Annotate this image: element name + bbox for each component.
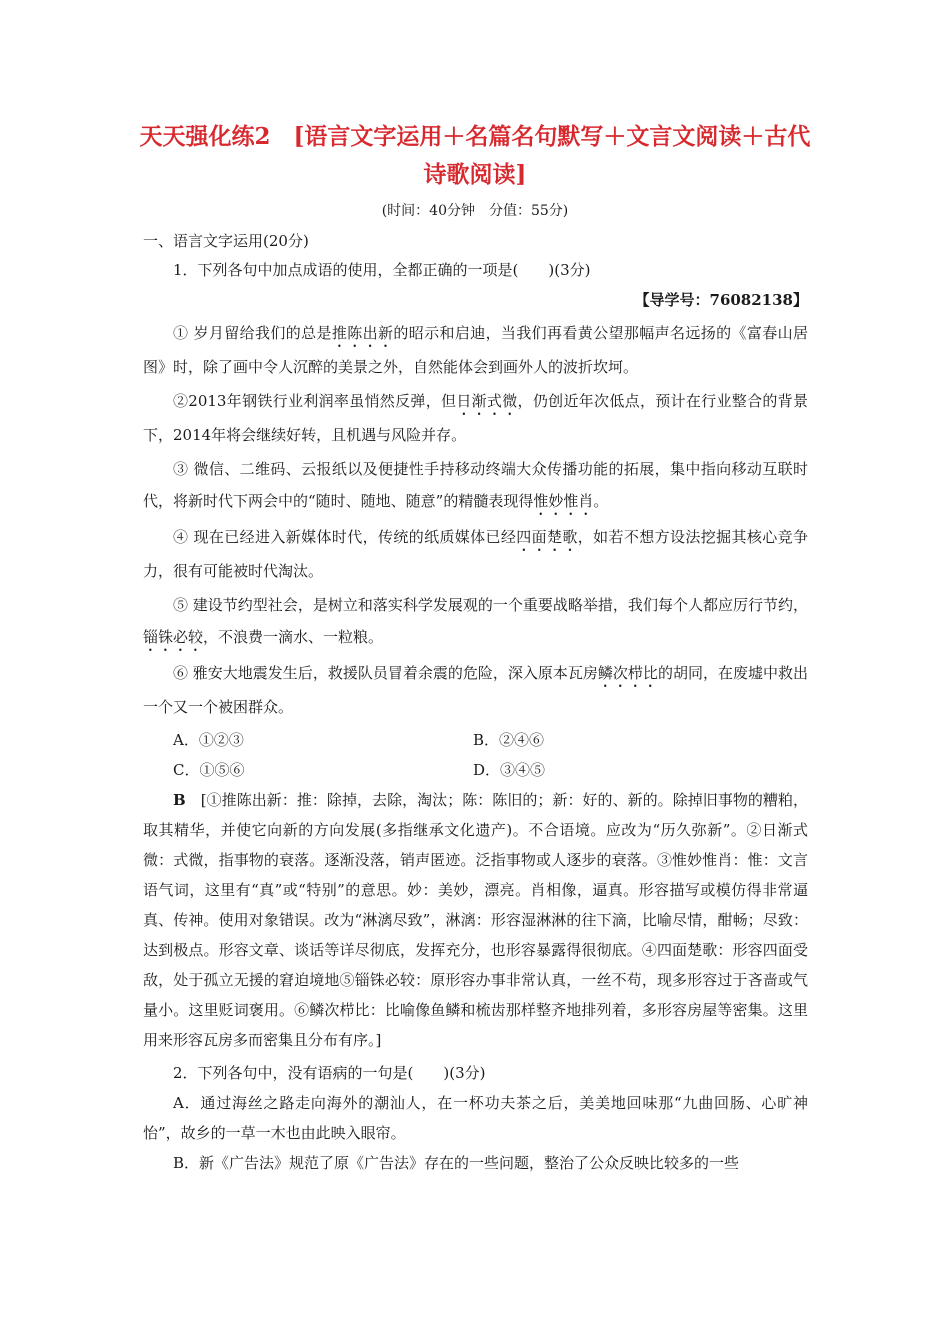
sentence-text: ① 岁月留给我们的总是 bbox=[173, 324, 332, 342]
title-line-1: 天天强化练2 [语言文字运用＋名篇名句默写＋文言文阅读＋古代 bbox=[139, 123, 811, 150]
sentence-4 bbox=[143, 521, 808, 587]
emphasized-idiom: 鳞次栉比 bbox=[597, 664, 658, 682]
sentence-text: ⑤ 建设节约型社会，是树立和落实科学发展观的一个重要战略举措，我们每个人都应厉行节约， bbox=[173, 596, 808, 614]
sentence-text: ，仍创近年次低点，预计在行业整合的背景下，2014年将会继续好转，且机遇与风险并存。 bbox=[143, 392, 808, 444]
question-2-option-a: A．通过海丝之路走向海外的潮汕人，在一杯功夫茶之后，美美地回味那“九曲回肠、心旷神怡”，故乡的一草一木也由此映入眼帘。 bbox=[143, 1094, 808, 1142]
time-score-info: (时间：40分钟 分值：55分) bbox=[381, 203, 569, 219]
sentence-text: ，不浪费一滴水、一粒粮。 bbox=[203, 628, 384, 646]
sentence-text: 的昭示和启迪，当我们再看黄公望那幅声名远扬的《富春山居图》时，除了画中令人沉醉的美景之外，自然能体会到画外人的波折坎坷。 bbox=[143, 324, 808, 376]
sentence-text: ，如若不想方设法挖掘其核心竞争力，很有可能被时代淘汰。 bbox=[143, 528, 808, 580]
sentence-text: ⑥ 雅安大地震发生后，救援队员冒着余震的危险，深入原本瓦房 bbox=[173, 664, 598, 682]
option-b: B．②④⑥ bbox=[473, 731, 545, 749]
emphasized-idiom: 日渐式微 bbox=[456, 392, 518, 410]
sentence-text: 的胡同，在废墟中救出一个又一个被困群众。 bbox=[143, 664, 808, 716]
option-c: C．①⑤⑥ bbox=[173, 761, 245, 779]
question-2-stem: 2．下列各句中，没有语病的一句是( )(3分) bbox=[173, 1064, 486, 1082]
sentence-2 bbox=[143, 385, 808, 451]
option-d: D．③④⑤ bbox=[473, 761, 546, 779]
sentence-6 bbox=[143, 657, 808, 723]
options-row bbox=[143, 725, 808, 755]
sentence-3 bbox=[143, 453, 808, 519]
answer-letter: B bbox=[173, 791, 186, 809]
title-line-2: 诗歌阅读] bbox=[423, 161, 527, 188]
sentence-text: 。 bbox=[593, 492, 609, 510]
emphasized-idiom: 四面楚歌 bbox=[516, 528, 578, 546]
page-title bbox=[120, 118, 830, 194]
sentence-text: ③ 微信、二维码、云报纸以及便捷性手持移动终端大众传播功能的拓展，集中指向移动互联时代，将新时代下两会中的“随时、随地、随意”的精髓表现得 bbox=[143, 460, 808, 510]
sentence-1 bbox=[143, 317, 808, 383]
explanation-text: [①推陈出新：推：除掉，去除，淘汰；陈：陈旧的；新：好的、新的。除掉旧事物的糟粕，取其精华，并使它向新的方向发展(多指继承文化遗产)。不合语境。应改为“历久弥新”。②日渐式微：式微，指事物的衰落。逐渐没落，销声匿迹。泛指事物或人逐步的衰落。③惟妙惟肖：惟：文言语气词，这里有“真”或“特别”的意思。妙：美妙，漂亮。肖相像，逼真。形容描写或模仿得非常逼真、传神。使用对象错误。改为“淋漓尽致”，淋漓：形容湿淋淋的往下滴，比喻尽情，酣畅；尽致：达到极点。形容文章、谈话等详尽彻底，发挥充分，也形容暴露得很彻底。④四面楚歌：形容四面受敌，处于孤立无援的窘迫境地⑤锱铢必较：原形容办事非常认真，一丝不苟，现多形容过于吝啬或气量小。这里贬词褒用。⑥鳞次栉比：比喻像鱼鳞和梳齿那样整齐地排列着，多形容房屋等密集。这里用来形容瓦房多而密集且分布有序。] bbox=[143, 791, 808, 1049]
document-body bbox=[143, 226, 808, 1178]
answer-explanation bbox=[143, 785, 808, 1055]
sentence-text: ④ 现在已经进入新媒体时代，传统的纸质媒体已经 bbox=[173, 528, 517, 546]
emphasized-idiom: 惟妙惟肖 bbox=[533, 492, 594, 510]
sentence-text: ②2013年钢铁行业利润率虽悄然反弹，但 bbox=[173, 392, 457, 410]
guide-number: 【导学号：76082138】 bbox=[634, 291, 808, 309]
question-2-option-b: B．新《广告法》规范了原《广告法》存在的一些问题，整治了公众反映比较多的一些 bbox=[173, 1154, 740, 1172]
question-1-stem: 1．下列各句中加点成语的使用，全都正确的一项是( )(3分) bbox=[173, 261, 591, 279]
option-a: A．①②③ bbox=[173, 731, 244, 749]
section-heading: 一、语言文字运用(20分) bbox=[143, 232, 309, 250]
emphasized-idiom: 推陈出新 bbox=[331, 324, 394, 342]
emphasized-idiom: 锱铢必较 bbox=[143, 628, 204, 646]
options-row bbox=[143, 755, 808, 785]
sentence-5 bbox=[143, 589, 808, 655]
